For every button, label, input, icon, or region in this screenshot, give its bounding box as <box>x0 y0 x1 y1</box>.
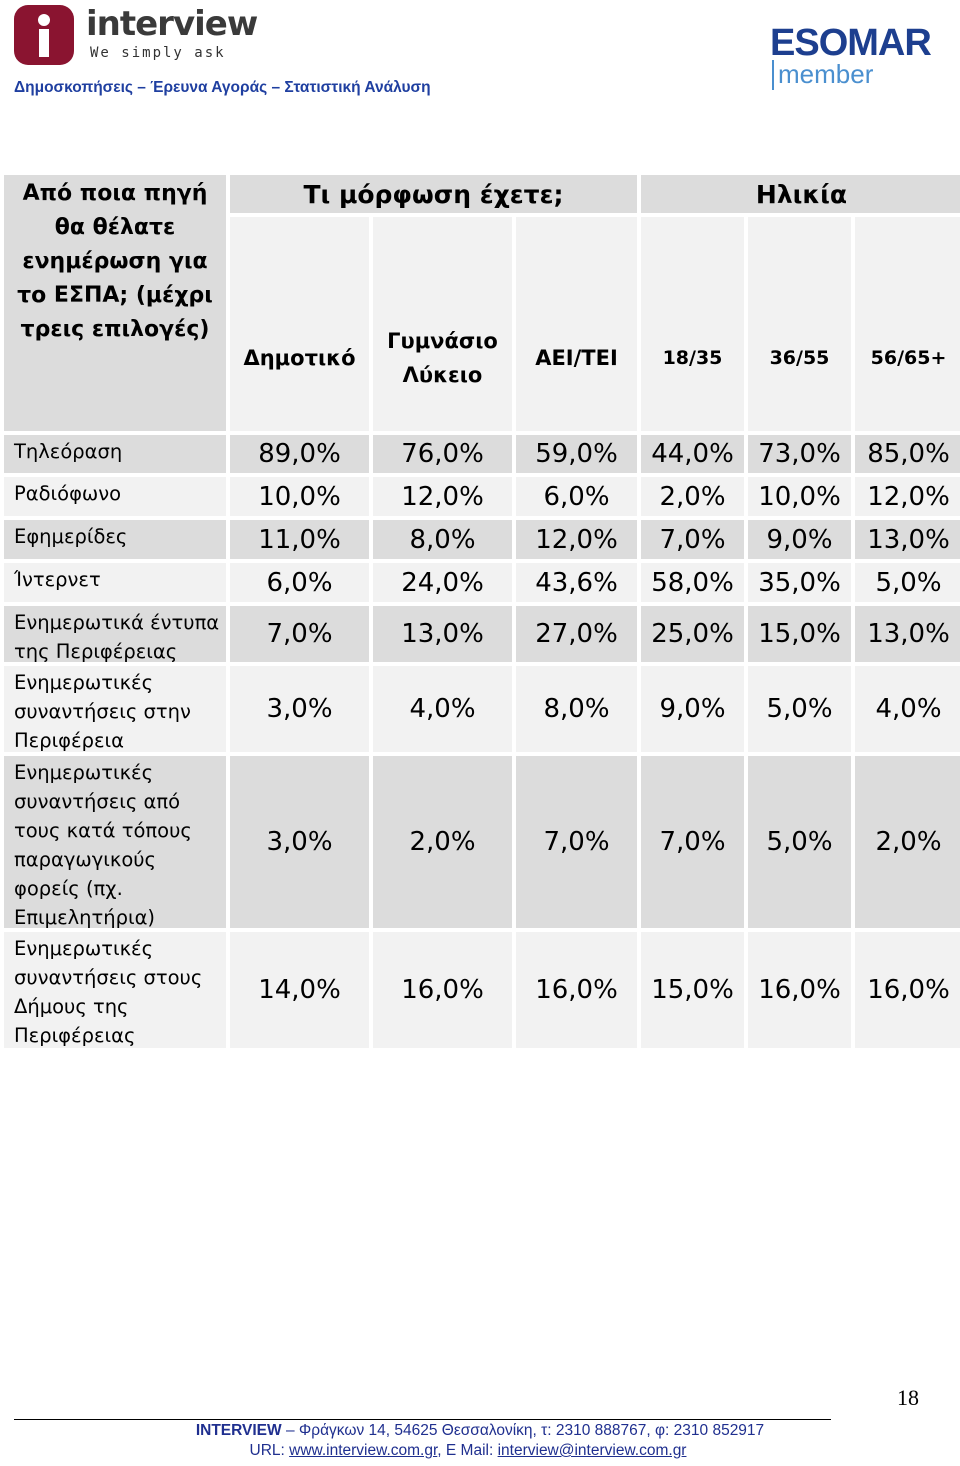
value-cell: 16,0% <box>373 932 512 1048</box>
value-cell: 7,0% <box>230 606 369 662</box>
value-cell: 76,0% <box>373 435 512 473</box>
footer-divider <box>14 1419 831 1420</box>
row-label: Ραδιόφωνο <box>4 477 226 516</box>
row-label: Εφημερίδες <box>4 520 226 559</box>
value-cell: 25,0% <box>641 606 744 662</box>
value-cell: 59,0% <box>516 435 637 473</box>
footer-address: – Φράγκων 14, 54625 Θεσσαλονίκη, τ: 2310 888767, φ: 2310 852917 <box>281 1422 765 1439</box>
row-label: Ενημερωτικά έντυπα της Περιφέρειας <box>4 606 226 662</box>
footer-url-link[interactable]: www.interview.com.gr <box>289 1442 438 1459</box>
footer-company: INTERVIEW <box>195 1422 282 1439</box>
value-cell: 89,0% <box>230 435 369 473</box>
value-cell: 9,0% <box>641 666 744 752</box>
logo-stem <box>39 29 49 57</box>
group-header-age: Ηλικία <box>641 175 960 213</box>
value-cell: 5,0% <box>748 666 851 752</box>
value-cell: 24,0% <box>373 563 512 602</box>
footer-address-line <box>0 1422 960 1440</box>
row-label: Ενημερωτικές συναντήσεις από τους κατά τόπους παραγωγικούς φορείς (πχ. Επιμελητήρια) <box>4 756 226 928</box>
value-cell: 12,0% <box>516 520 637 559</box>
row-label: Τηλεόραση <box>4 435 226 473</box>
value-cell: 3,0% <box>230 666 369 752</box>
value-cell: 3,0% <box>230 756 369 928</box>
column-header: 56/65+ <box>855 217 960 431</box>
value-cell: 5,0% <box>855 563 960 602</box>
value-cell: 11,0% <box>230 520 369 559</box>
value-cell: 13,0% <box>855 520 960 559</box>
value-cell: 27,0% <box>516 606 637 662</box>
logo-wordmark: interview <box>86 4 258 44</box>
value-cell: 2,0% <box>641 477 744 516</box>
value-cell: 7,0% <box>641 520 744 559</box>
value-cell: 4,0% <box>373 666 512 752</box>
value-cell: 13,0% <box>373 606 512 662</box>
esomar-member-label: member <box>772 60 873 90</box>
value-cell: 14,0% <box>230 932 369 1048</box>
value-cell: 7,0% <box>516 756 637 928</box>
row-label: Ενημερωτικές συναντήσεις στην Περιφέρεια <box>4 666 226 752</box>
column-header: ΑΕΙ/ΤΕΙ <box>516 217 637 431</box>
value-cell: 16,0% <box>855 932 960 1048</box>
value-cell: 10,0% <box>230 477 369 516</box>
value-cell: 15,0% <box>748 606 851 662</box>
value-cell: 12,0% <box>855 477 960 516</box>
value-cell: 2,0% <box>855 756 960 928</box>
value-cell: 9,0% <box>748 520 851 559</box>
row-label: Ενημερωτικές συναντήσεις στους Δήμους της Περιφέρειας <box>4 932 226 1048</box>
logo-dot <box>38 14 50 26</box>
value-cell: 13,0% <box>855 606 960 662</box>
footer-url-label: URL: <box>249 1442 290 1459</box>
column-header: Γυμνάσιο Λύκειο <box>373 217 512 431</box>
value-cell: 16,0% <box>748 932 851 1048</box>
footer-mail-label: , E Mail: <box>437 1442 498 1459</box>
logo-tagline: We simply ask <box>90 45 226 61</box>
footer-contact-line <box>0 1442 936 1460</box>
value-cell: 7,0% <box>641 756 744 928</box>
esomar-logo: ESOMAR <box>770 22 931 64</box>
value-cell: 43,6% <box>516 563 637 602</box>
value-cell: 85,0% <box>855 435 960 473</box>
value-cell: 8,0% <box>516 666 637 752</box>
column-header: 36/55 <box>748 217 851 431</box>
value-cell: 5,0% <box>748 756 851 928</box>
header-subtitle: Δημοσκοπήσεις – Έρευνα Αγοράς – Στατιστική Ανάλυση <box>14 79 431 96</box>
value-cell: 10,0% <box>748 477 851 516</box>
question-header: Από ποια πηγή θα θέλατε ενημέρωση για το ΕΣΠΑ; (μέχρι τρεις επιλογές) <box>4 175 226 431</box>
column-header: Δημοτικό <box>230 217 369 431</box>
interview-logo-icon <box>14 5 74 65</box>
value-cell: 4,0% <box>855 666 960 752</box>
value-cell: 58,0% <box>641 563 744 602</box>
page-number: 18 <box>897 1385 919 1410</box>
value-cell: 8,0% <box>373 520 512 559</box>
value-cell: 6,0% <box>230 563 369 602</box>
value-cell: 2,0% <box>373 756 512 928</box>
value-cell: 15,0% <box>641 932 744 1048</box>
value-cell: 12,0% <box>373 477 512 516</box>
value-cell: 73,0% <box>748 435 851 473</box>
value-cell: 35,0% <box>748 563 851 602</box>
footer-mail-link[interactable]: interview@interview.com.gr <box>497 1442 687 1459</box>
results-table <box>4 175 960 1048</box>
group-header-education: Τι μόρφωση έχετε; <box>230 175 637 213</box>
value-cell: 16,0% <box>516 932 637 1048</box>
value-cell: 6,0% <box>516 477 637 516</box>
row-label: Ίντερνετ <box>4 563 226 602</box>
value-cell: 44,0% <box>641 435 744 473</box>
column-header: 18/35 <box>641 217 744 431</box>
